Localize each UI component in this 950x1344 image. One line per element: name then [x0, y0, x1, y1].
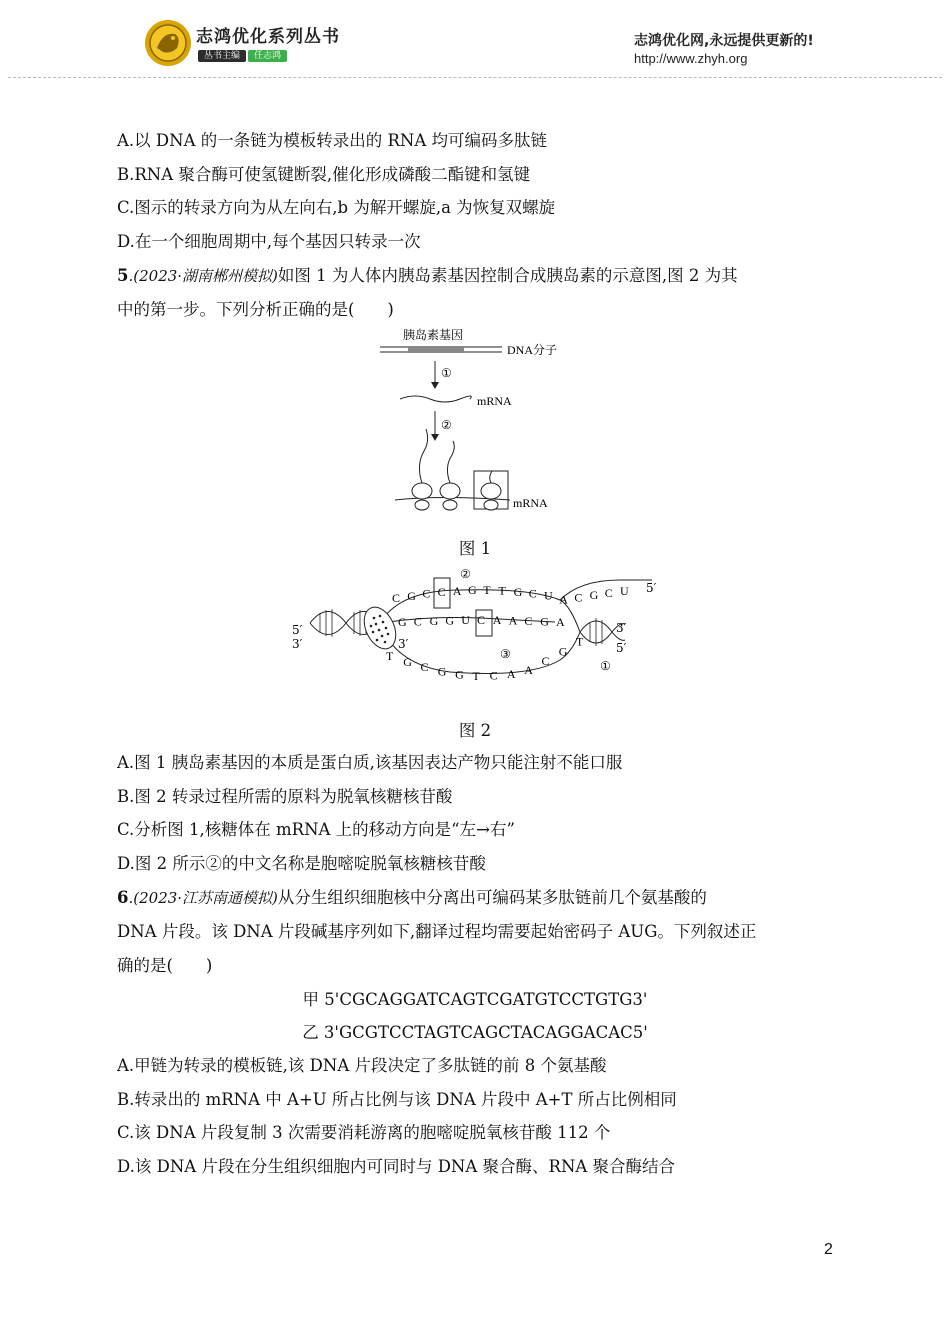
q6-stem-line-1 [117, 887, 707, 909]
editor-name: 任志鸿 [248, 50, 287, 62]
fig2-bottom-base-3: G [437, 664, 447, 679]
q6-option-a: A.甲链为转录的模板链,该 DNA 片段决定了多肽链的前 8 个氨基酸 [117, 1056, 607, 1075]
page-header [0, 0, 950, 80]
fig2-rna-base-7: A [508, 613, 518, 628]
q6-sequence-a: 甲 5'CGCAGGATCAGTCGATGTCCTGTG3' [302, 990, 648, 1009]
q5-option-a: A.图 1 胰岛素基因的本质是蛋白质,该基因表达产物只能注射不能口服 [117, 753, 623, 772]
fig1-mrna-label: mRNA [477, 394, 512, 408]
fig2-end-5-top-right: 5′ [646, 581, 657, 595]
fig2-top-base-9: C [528, 586, 537, 601]
fig2-bottom-base-9: C [541, 654, 550, 669]
fig2-rna-base-3: G [445, 613, 455, 628]
fig2-top-base-0: C [392, 591, 401, 605]
fig1-mrna-label-2: mRNA [513, 496, 548, 510]
fig1-dna-label: DNA分子 [507, 343, 557, 357]
fig2-top-base-11: A [559, 592, 568, 607]
fig1-ribosome-2 [440, 441, 460, 510]
fig2-bottom-base-10: G [558, 644, 568, 659]
fig2-rna-base-8: C [524, 613, 533, 628]
fig2-rna-base-10: A [556, 614, 565, 629]
fig2-bottom-base-8: A [524, 662, 533, 677]
fig2-top-base-12: C [574, 590, 583, 605]
fig2-rna-base-0: G [398, 615, 407, 629]
q4-option-b: B.RNA 聚合酶可使氢键断裂,催化形成磷酸二酯键和氢键 [117, 165, 531, 184]
fig2-rna-base-5: C [477, 613, 486, 627]
fig1-arrowhead-2 [431, 434, 439, 441]
q5-number: 5 [117, 266, 129, 285]
fig2-left-rungs [320, 609, 366, 637]
q6-option-c: C.该 DNA 片段复制 3 次需要消耗游离的胞嘧啶脱氧核苷酸 112 个 [117, 1123, 611, 1142]
fig2-rna-polymerase [358, 602, 402, 654]
fig1-caption: 图 1 [458, 539, 492, 558]
fig2-top-base-4: A [452, 583, 462, 598]
fig2-rna-base-1: C [413, 614, 422, 629]
fig2-end-3-right: 3′ [616, 621, 627, 635]
fig2-top-base-14: C [604, 586, 613, 600]
fig2-top-strand-bases [392, 583, 629, 606]
editor-label: 丛书主编 [198, 50, 246, 62]
page-number: 2 [824, 1241, 833, 1258]
fig1-insulin-gene [408, 346, 464, 353]
q5-stem-line-2: 中的第一步。下列分析正确的是( ) [117, 300, 394, 319]
q6-option-b: B.转录出的 mRNA 中 A+U 所占比例与该 DNA 片段中 A+T 所占比例相同 [117, 1090, 677, 1109]
q6-source: .(2023·江苏南通模拟) [128, 889, 278, 907]
fig2-rna-base-9: G [540, 614, 549, 629]
q4-option-c: C.图示的转录方向为从左向右,b 为解开螺旋,a 为恢复双螺旋 [117, 198, 556, 217]
fig1-step-2: ② [441, 418, 452, 432]
fig1-step-1: ① [441, 366, 452, 380]
fig2-rna-bases [398, 613, 565, 629]
header-divider [8, 77, 942, 78]
brand-title: 志鸿优化系列丛书 [196, 27, 340, 47]
fig2-top-base-10: U [544, 588, 553, 603]
brand-editor [198, 48, 287, 61]
fig2-end-3-mid: 3′ [398, 637, 409, 651]
fig2-top-base-15: U [620, 583, 629, 598]
fig2-end-5-left: 5′ [292, 623, 303, 637]
q6-option-d: D.该 DNA 片段在分生组织细胞内可同时与 DNA 聚合酶、RNA 聚合酶结合 [117, 1157, 676, 1176]
fig2-rna-base-2: G [429, 613, 439, 628]
fig2-top-base-3: C [437, 585, 446, 599]
fig2-top-base-8: G [513, 584, 523, 599]
q5-source: .(2023·湖南郴州模拟) [128, 267, 278, 285]
fig2-bottom-base-2: C [420, 660, 429, 675]
fig2-top-base-1: G [407, 588, 416, 603]
fig2-caption: 图 2 [458, 721, 492, 740]
fig2-end-3-left: 3′ [292, 637, 303, 651]
fig2-bottom-base-11: T [576, 634, 584, 649]
fig2-top-base-5: G [468, 583, 477, 598]
q5-option-d: D.图 2 所示②的中文名称是胞嘧啶脱氧核糖核苷酸 [117, 854, 486, 873]
fig2-bottom-base-5: T [472, 668, 480, 683]
fig2-bottom-base-0: T [386, 649, 394, 664]
fig2-top-base-2: C [422, 586, 431, 601]
fig2-rna-base-6: A [492, 613, 502, 628]
header-url[interactable]: http://www.zhyh.org [634, 51, 748, 66]
header-slogan: 志鸿优化网,永远提供更新的! [634, 33, 814, 49]
fig2-mark-2: ② [460, 567, 471, 581]
figure-2 [280, 560, 670, 700]
q6-stem-line-2: DNA 片段。该 DNA 片段碱基序列如下,翻译过程均需要起始密码子 AUG。下列叙述正 [117, 922, 757, 941]
q6-number: 6 [117, 888, 129, 907]
fig2-top-base-6: T [483, 583, 491, 598]
q5-option-b: B.图 2 转录过程所需的原料为脱氧核糖核苷酸 [117, 787, 453, 806]
publisher-logo-icon [143, 18, 193, 68]
figure-1 [370, 325, 590, 515]
fig2-bottom-base-4: G [455, 667, 464, 682]
fig2-bottom-strand-bases [386, 634, 584, 682]
fig1-arrowhead-1 [431, 382, 439, 389]
q6-sequence-b: 乙 3'GCGTCCTAGTCAGCTACAGGACAC5' [302, 1023, 648, 1042]
fig2-end-5-right: 5′ [616, 641, 627, 655]
q4-option-d: D.在一个细胞周期中,每个基因只转录一次 [117, 232, 421, 251]
fig2-rna-base-4: U [461, 613, 470, 628]
q5-option-c: C.分析图 1,核糖体在 mRNA 上的移动方向是“左→右” [117, 820, 515, 839]
fig2-top-base-7: T [498, 583, 506, 598]
fig2-bottom-base-6: C [489, 668, 498, 683]
fig2-mark-3: ③ [500, 647, 511, 661]
fig1-mrna-strand [400, 396, 471, 402]
fig1-ribosome-3 [481, 471, 501, 510]
q6-stem-text: 从分生组织细胞核中分离出可编码某多肽链前几个氨基酸的 [277, 888, 707, 907]
fig2-top-base-13: G [589, 588, 599, 603]
q6-stem-line-3: 确的是( ) [117, 956, 213, 975]
q5-stem-text: 如图 1 为人体内胰岛素基因控制合成胰岛素的示意图,图 2 为其 [277, 266, 738, 285]
fig1-gene-label: 胰岛素基因 [403, 328, 464, 342]
q5-stem-line-1 [117, 265, 738, 287]
fig2-bottom-base-7: A [506, 667, 516, 682]
fig2-bottom-base-1: G [403, 654, 412, 669]
fig2-mark-1: ① [600, 659, 611, 673]
q4-option-a: A.以 DNA 的一条链为模板转录出的 RNA 均可编码多肽链 [117, 131, 547, 150]
